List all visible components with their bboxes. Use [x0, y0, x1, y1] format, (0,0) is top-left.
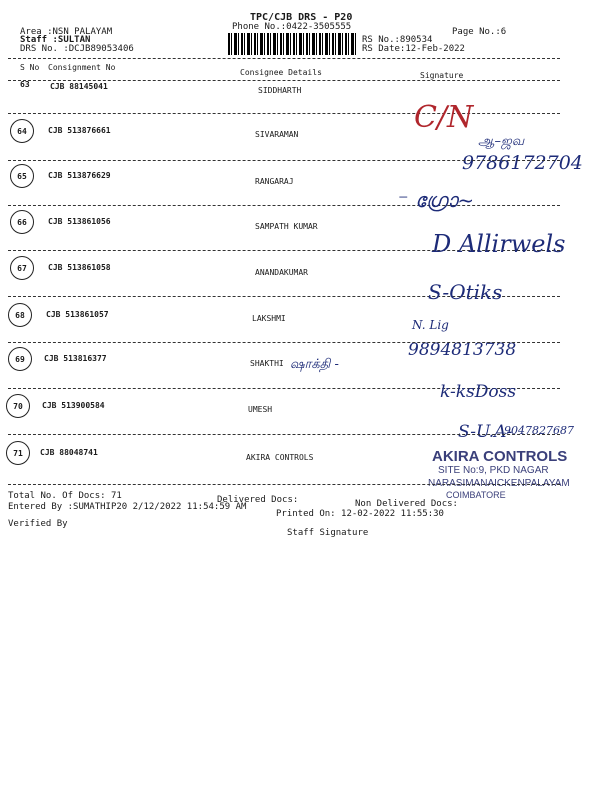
row-consignee: SAMPATH KUMAR: [255, 222, 318, 231]
stamp-address: SITE No:9, PKD NAGAR: [438, 465, 549, 476]
row-sno: 70: [6, 394, 30, 418]
staff-label: Staff :SULTAN: [20, 35, 91, 45]
divider: [8, 58, 560, 59]
column-consignment: Consignment No: [48, 63, 116, 72]
page-number: Page No.:6: [452, 27, 507, 37]
row-consignment: CJB 513861057: [46, 310, 109, 319]
stamp-city: COIMBATORE: [446, 490, 506, 500]
row-consignee: SIDDHARTH: [258, 86, 302, 95]
signature-68: S-Otiks: [428, 280, 503, 304]
row-sno: 63: [20, 80, 30, 89]
handwritten-phone: 9894813738: [408, 340, 517, 360]
divider: [8, 160, 560, 161]
divider: [8, 205, 560, 206]
phone-number: Phone No.:0422-3505555: [232, 22, 352, 32]
row-sno: 68: [8, 303, 32, 327]
handwritten-phone: 9786172704: [462, 152, 583, 174]
stamp-address: NARASIMANAICKENPALAYAM: [428, 478, 570, 489]
signature-69: ஷாக்தி -: [290, 357, 339, 372]
column-signature: Signature: [420, 71, 464, 80]
non-delivered-docs: Non Delivered Docs:: [355, 499, 458, 509]
row-consignee: RANGARAJ: [255, 177, 294, 186]
divider: [8, 484, 560, 485]
signature-66: ⁻ ഗ്രോ~: [398, 188, 475, 212]
row-sno: 64: [10, 119, 34, 143]
row-consignee: SHAKTHI: [250, 359, 284, 368]
cn-mark: C/N: [414, 100, 474, 135]
row-consignment: CJB 88048741: [40, 448, 98, 457]
row-sno: 65: [10, 164, 34, 188]
delivered-docs: Delivered Docs:: [217, 495, 299, 505]
row-consignment: CJB 513861058: [48, 263, 111, 272]
barcode: [228, 33, 356, 55]
row-consignment: CJB 513876661: [48, 126, 111, 135]
row-consignee: ANANDAKUMAR: [255, 268, 308, 277]
rs-date: RS Date:12-Feb-2022: [362, 44, 465, 54]
row-sno: 67: [10, 256, 34, 280]
row-consignment: CJB 513876629: [48, 171, 111, 180]
row-consignment: CJB 513816377: [44, 354, 107, 363]
signature-70: k-ksDoss: [440, 382, 517, 402]
row-consignee: LAKSHMI: [252, 314, 286, 323]
stamp-company: AKIRA CONTROLS: [432, 448, 568, 465]
divider: [8, 342, 560, 343]
signature-67: D Allirwels: [432, 230, 566, 258]
row-sno: 69: [8, 347, 32, 371]
divider: [8, 113, 560, 114]
column-sno: S No: [20, 63, 40, 72]
printed-on: Printed On: 12-02-2022 11:55:30: [276, 509, 444, 519]
column-consignee: Consignee Details: [240, 68, 322, 77]
total-docs: Total No. Of Docs: 71: [8, 491, 122, 501]
row-consignment: CJB 88145041: [50, 82, 108, 91]
row-consignment: CJB 513900584: [42, 401, 105, 410]
row-consignee: SIVARAMAN: [255, 130, 299, 139]
row-consignment: CJB 513861056: [48, 217, 111, 226]
staff-signature: Staff Signature: [287, 528, 369, 538]
handwritten-phone: 9047827687: [504, 424, 574, 437]
row-consignee: UMESH: [248, 405, 273, 414]
row-consignee: AKIRA CONTROLS: [246, 453, 314, 462]
signature-68b: N. Lig: [412, 318, 449, 332]
row-sno: 66: [10, 210, 34, 234]
divider: [8, 434, 560, 435]
entered-by: Entered By :SUMATHIP20 2/12/2022 11:54:59 AM: [8, 502, 247, 512]
signature-64: ஆ–ஜவ: [478, 134, 525, 149]
signature-70b: S-U.A-: [458, 422, 513, 442]
document-title: TPC/CJB DRS - P20: [250, 12, 353, 23]
divider: [8, 80, 560, 81]
drs-number: DRS No. :DCJB89053406: [20, 44, 134, 54]
rs-number: RS No.:890534: [362, 35, 433, 45]
row-sno: 71: [6, 441, 30, 465]
area-label: Area :NSN PALAYAM: [20, 27, 113, 37]
verified-by: Verified By: [8, 519, 68, 529]
